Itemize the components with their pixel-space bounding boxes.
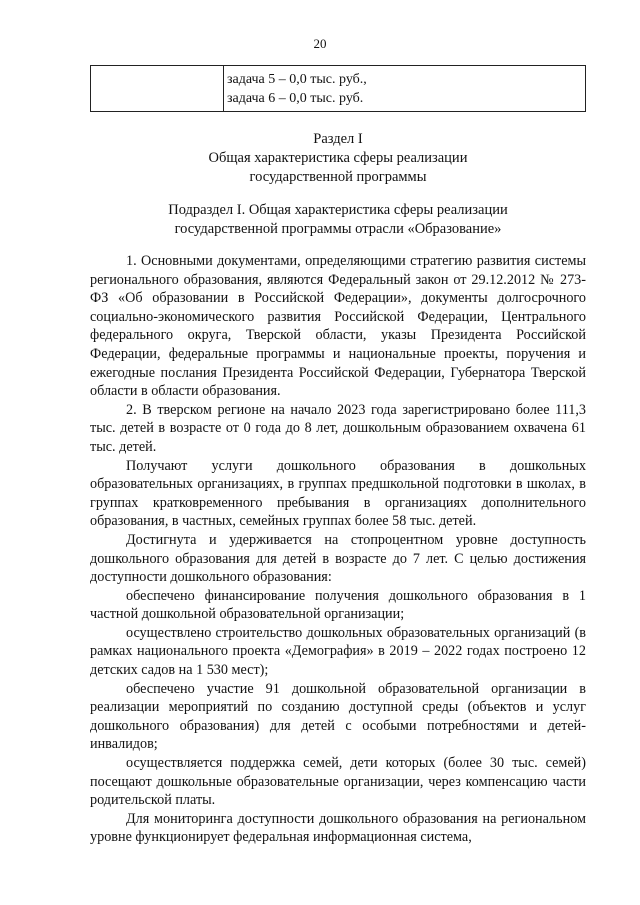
table-line: задача 6 – 0,0 тыс. руб. <box>227 91 364 106</box>
paragraph: Достигнута и удерживается на стопроцентном уровне доступность дошкольного образования для детей в возрасте до 7 лет. С целью достижения доступности дошкольного образования: <box>90 531 586 586</box>
paragraph: 2. В тверском регионе на начало 2023 года зарегистрировано более 111,3 тыс. детей в возрасте от 0 года до 8 лет, дошкольным образованием охвачена 61 тыс. детей. <box>90 401 586 455</box>
paragraph: осуществляется поддержка семей, дети которых (более 30 тыс. семей) посещают дошкольные образовательные организации, через компенсацию части родительской платы. <box>90 755 586 809</box>
table-cell-tasks <box>224 66 586 112</box>
paragraph: обеспечено участие 91 дошкольной образовательной организации в реализации мероприятий по созданию доступной среды (объектов и услуг дошкольного образования) для детей с особыми потребностями и детей-инвалидов; <box>90 680 586 753</box>
table-line: задача 5 – 0,0 тыс. руб., <box>227 72 367 87</box>
paragraph: осуществлено строительство дошкольных образовательных организаций (в рамках национального проекта «Демография» в 2019 – 2022 годах построено 12 детских садов на 1 530 мест); <box>90 624 586 679</box>
table-cell-empty <box>91 66 224 112</box>
section-subtitle-line: государственной программы <box>249 169 427 185</box>
paragraph: Для мониторинга доступности дошкольного образования на региональном уровне функционирует федеральная информационная система, <box>90 810 586 846</box>
subsection-title-line: Подраздел I. Общая характеристика сферы реализации <box>168 202 508 218</box>
section-heading <box>90 130 586 187</box>
funding-table <box>90 65 586 112</box>
section-title: Раздел I <box>313 131 363 147</box>
paragraph: Получают услуги дошкольного образования в дошкольных образовательных организациях, в группах предшкольной подготовки в школах, в группах кратковременного пребывания в организациях дополнительного образования, в частных, семейных группах более 58 тыс. детей. <box>90 457 586 530</box>
section-subtitle-line: Общая характеристика сферы реализации <box>208 150 468 166</box>
paragraph: 1. Основными документами, определяющими стратегию развития системы регионального образования, являются Федеральный закон от 29.12.2012 № 273-ФЗ «Об образовании в Российской Федерации», документы долгосрочного социально-экономического развития Российской Федерации, Центрального федерального округа, Тверской области, указы Президента Российской Федерации, федеральные программы и национальные проекты, поручения и ежегодные послания Президента Российской Федерации, Губернатора Тверской области в области образования. <box>90 253 586 400</box>
page-number: 20 <box>313 36 327 51</box>
body-text <box>90 252 586 847</box>
table-row <box>91 66 586 112</box>
subsection-title-line: государственной программы отрасли «Образование» <box>174 221 502 237</box>
subsection-heading <box>90 201 586 239</box>
paragraph: обеспечено финансирование получения дошкольного образования в 1 частной дошкольной образовательной организации; <box>90 587 586 623</box>
